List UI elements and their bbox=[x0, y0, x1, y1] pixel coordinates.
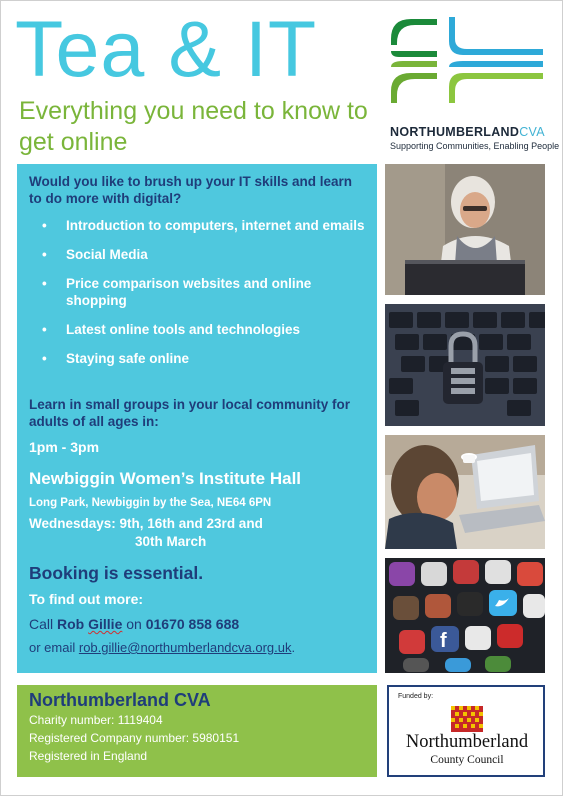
company-number: Registered Company number: 5980151 bbox=[29, 731, 240, 745]
venue-name: Newbiggin Women’s Institute Hall bbox=[29, 469, 302, 488]
info-panel bbox=[17, 164, 377, 673]
logo-wordmark-suffix: CVA bbox=[519, 125, 545, 139]
topic-item: • Latest online tools and technologies bbox=[39, 321, 369, 338]
funder-box bbox=[387, 685, 545, 777]
find-out-more: To find out more: bbox=[29, 591, 144, 607]
topic-item: • Price comparison websites and online shopping bbox=[39, 275, 369, 309]
call-line bbox=[29, 616, 239, 632]
topic-item: • Staying safe online bbox=[39, 350, 369, 367]
funded-by-label: Funded by: bbox=[398, 693, 434, 700]
session-time: 1pm - 3pm bbox=[29, 439, 100, 455]
email-line bbox=[29, 640, 295, 655]
topic-item: • Social Media bbox=[39, 246, 369, 263]
session-days-line2: 30th March bbox=[135, 534, 207, 549]
contact-surname: Gillie bbox=[88, 616, 123, 632]
contact-first-name: Rob bbox=[57, 616, 89, 632]
venue-address: Long Park, Newbiggin by the Sea, NE64 6PN bbox=[29, 497, 272, 509]
call-prefix: Call bbox=[29, 616, 58, 632]
footer-org-name: Northumberland CVA bbox=[29, 690, 211, 710]
flyer-title: Tea & IT bbox=[15, 4, 318, 93]
org-footer bbox=[17, 685, 377, 777]
logo-tagline: Supporting Communities, Enabling People bbox=[390, 141, 560, 151]
session-days bbox=[29, 515, 263, 551]
logo-wordmark-main: NORTHUMBERLAND bbox=[390, 125, 520, 139]
email-prefix: or email bbox=[29, 640, 79, 655]
flyer-subtitle: Everything you need to know to get online bbox=[19, 97, 368, 156]
charity-number: Charity number: 1119404 bbox=[29, 713, 163, 727]
man-using-laptop-photo bbox=[385, 435, 545, 549]
council-crest-icon bbox=[449, 706, 485, 732]
northumberland-cva-logo-icon bbox=[389, 15, 545, 105]
session-days-line1: Wednesdays: 9th, 16th and 23rd and bbox=[29, 516, 263, 531]
topic-item: • Introduction to computers, internet and emails bbox=[39, 217, 369, 234]
call-on: on bbox=[122, 616, 146, 632]
learn-text: Learn in small groups in your local community for adults of all ages in: bbox=[29, 397, 351, 429]
email-suffix: . bbox=[291, 640, 296, 655]
svg-text:f: f bbox=[440, 630, 447, 652]
topic-list bbox=[39, 217, 369, 379]
social-media-apps-photo bbox=[385, 558, 545, 673]
intro-question: Would you like to brush up your IT skills and learn to do more with digital? bbox=[29, 174, 353, 206]
booking-notice: Booking is essential. bbox=[29, 563, 204, 583]
phone-number: 01670 858 688 bbox=[145, 616, 240, 632]
funder-name-line1: Northumberland bbox=[405, 732, 529, 752]
older-woman-laptop-photo bbox=[385, 164, 545, 295]
funder-name-line2: County Council bbox=[430, 754, 504, 766]
email-link[interactable]: rob.gillie@northumberlandcva.org.uk bbox=[78, 640, 292, 655]
keyboard-padlock-photo bbox=[385, 304, 545, 426]
logo-wordmark bbox=[390, 125, 545, 139]
registration: Registered in England bbox=[29, 749, 148, 763]
